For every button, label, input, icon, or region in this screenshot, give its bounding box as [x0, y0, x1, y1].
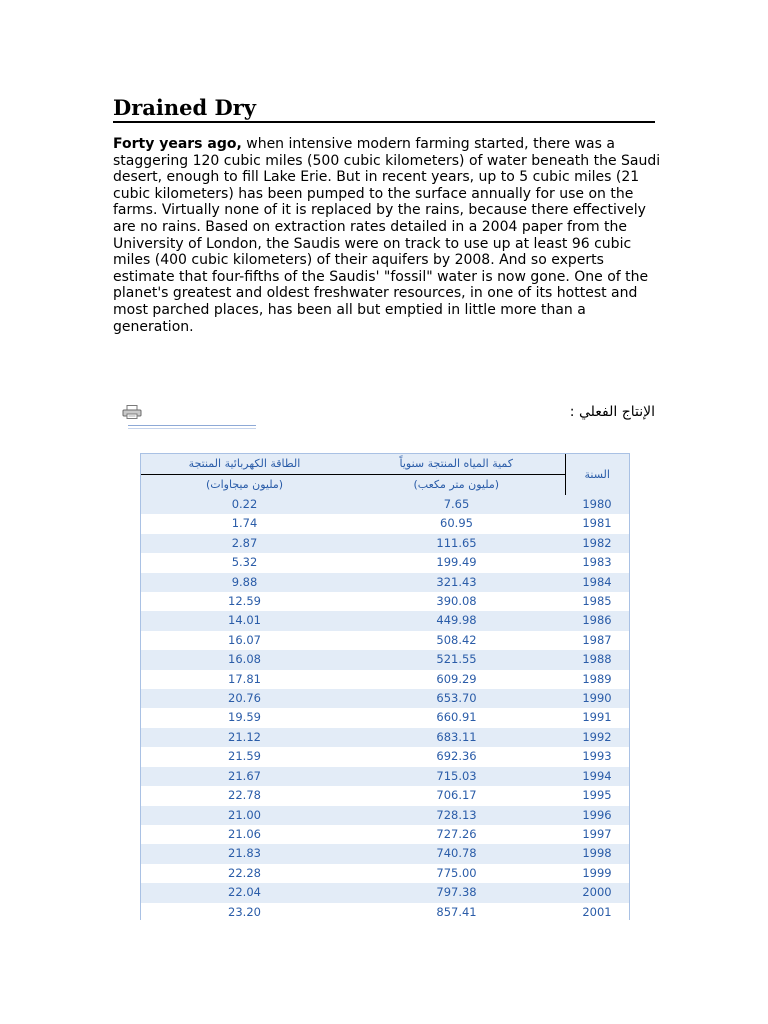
cell-year: 1988	[565, 650, 629, 669]
cell-power: 21.06	[141, 825, 348, 844]
table-row	[141, 864, 629, 883]
cell-water: 727.26	[348, 825, 565, 844]
table-row	[141, 728, 629, 747]
cell-power: 2.87	[141, 534, 348, 553]
cell-power: 21.59	[141, 747, 348, 766]
cell-power: 14.01	[141, 611, 348, 630]
cell-year: 1981	[565, 514, 629, 533]
divider-line	[128, 425, 256, 426]
table-row	[141, 631, 629, 650]
header-power-unit: (مليون ميجاوات)	[141, 475, 348, 496]
cell-water: 740.78	[348, 844, 565, 863]
cell-power: 21.67	[141, 767, 348, 786]
cell-year: 1992	[565, 728, 629, 747]
cell-year: 1994	[565, 767, 629, 786]
printer-icon[interactable]	[122, 404, 142, 418]
cell-power: 19.59	[141, 708, 348, 727]
table-row	[141, 592, 629, 611]
cell-year: 1999	[565, 864, 629, 883]
cell-power: 21.00	[141, 806, 348, 825]
table-row	[141, 495, 629, 514]
actual-production-heading: الإنتاج الفعلي :	[569, 404, 655, 420]
cell-water: 390.08	[348, 592, 565, 611]
cell-water: 449.98	[348, 611, 565, 630]
cell-water: 508.42	[348, 631, 565, 650]
cell-water: 706.17	[348, 786, 565, 805]
cell-water: 321.43	[348, 573, 565, 592]
table-row	[141, 825, 629, 844]
table-row	[141, 767, 629, 786]
cell-year: 1993	[565, 747, 629, 766]
cell-water: 7.65	[348, 495, 565, 514]
cell-power: 9.88	[141, 573, 348, 592]
divider-line	[128, 428, 256, 429]
cell-power: 5.32	[141, 553, 348, 572]
header-power: الطاقة الكهربائية المنتجة	[141, 454, 348, 475]
cell-water: 60.95	[348, 514, 565, 533]
table-row	[141, 806, 629, 825]
cell-power: 0.22	[141, 495, 348, 514]
table-row	[141, 611, 629, 630]
cell-year: 1995	[565, 786, 629, 805]
table-row	[141, 650, 629, 669]
cell-water: 728.13	[348, 806, 565, 825]
article-body	[113, 136, 661, 335]
table-row	[141, 534, 629, 553]
article-text: when intensive modern farming started, there was a staggering 120 cubic miles (500 cubic kilometers) of water beneath the Saudi desert, enough to fill Lake Erie. But in recent years, up to 5 cubic miles (21 cubic kilometers) has been pumped to the surface annually for use on the farms. Virtually none of it is replaced by the rains, because there effectively are no rains. Based on extraction rates detailed in a 2004 paper from the University of London, the Saudis were on track to use up at least 96 cubic miles (400 cubic kilometers) of their aquifers by 2008. And so experts estimate that four-fifths of the Saudis' "fossil" water is now gone. One of the planet's greatest and oldest freshwater resources, in one of its hottest and most parched places, has been all but emptied in little more than a generation.	[113, 136, 661, 335]
cell-year: 1996	[565, 806, 629, 825]
cell-water: 683.11	[348, 728, 565, 747]
print-link[interactable]	[122, 404, 256, 430]
cell-year: 1991	[565, 708, 629, 727]
cell-year: 1982	[565, 534, 629, 553]
cell-water: 609.29	[348, 670, 565, 689]
cell-year: 1990	[565, 689, 629, 708]
cell-water: 797.38	[348, 883, 565, 902]
cell-power: 23.20	[141, 903, 348, 920]
cell-power: 21.12	[141, 728, 348, 747]
article-lead: Forty years ago,	[113, 136, 242, 152]
cell-power: 17.81	[141, 670, 348, 689]
table-row	[141, 553, 629, 572]
cell-year: 1989	[565, 670, 629, 689]
cell-year: 2000	[565, 883, 629, 902]
cell-power: 22.04	[141, 883, 348, 902]
table-row	[141, 883, 629, 902]
table-row	[141, 708, 629, 727]
cell-power: 22.28	[141, 864, 348, 883]
cell-water: 660.91	[348, 708, 565, 727]
production-table	[140, 453, 630, 920]
table-row	[141, 747, 629, 766]
table-row	[141, 903, 629, 920]
header-water-unit: (مليون متر مكعب)	[348, 475, 565, 496]
cell-power: 20.76	[141, 689, 348, 708]
page-title: Drained Dry	[113, 95, 655, 123]
cell-water: 111.65	[348, 534, 565, 553]
cell-year: 1997	[565, 825, 629, 844]
cell-power: 16.08	[141, 650, 348, 669]
cell-water: 692.36	[348, 747, 565, 766]
cell-year: 1987	[565, 631, 629, 650]
table-row	[141, 573, 629, 592]
header-year: السنة	[565, 454, 629, 496]
cell-year: 1986	[565, 611, 629, 630]
cell-power: 12.59	[141, 592, 348, 611]
table-row	[141, 844, 629, 863]
header-water: كمية المياه المنتجة سنوياً	[348, 454, 565, 475]
cell-year: 1983	[565, 553, 629, 572]
cell-water: 715.03	[348, 767, 565, 786]
cell-year: 2001	[565, 903, 629, 920]
cell-power: 21.83	[141, 844, 348, 863]
cell-water: 775.00	[348, 864, 565, 883]
cell-year: 1985	[565, 592, 629, 611]
cell-water: 857.41	[348, 903, 565, 920]
table-row	[141, 670, 629, 689]
cell-power: 1.74	[141, 514, 348, 533]
cell-water: 521.55	[348, 650, 565, 669]
table-row	[141, 786, 629, 805]
table-row	[141, 514, 629, 533]
table-body	[141, 495, 629, 920]
cell-power: 16.07	[141, 631, 348, 650]
cell-year: 1998	[565, 844, 629, 863]
cell-year: 1984	[565, 573, 629, 592]
cell-water: 653.70	[348, 689, 565, 708]
cell-power: 22.78	[141, 786, 348, 805]
cell-water: 199.49	[348, 553, 565, 572]
table-row	[141, 689, 629, 708]
cell-year: 1980	[565, 495, 629, 514]
